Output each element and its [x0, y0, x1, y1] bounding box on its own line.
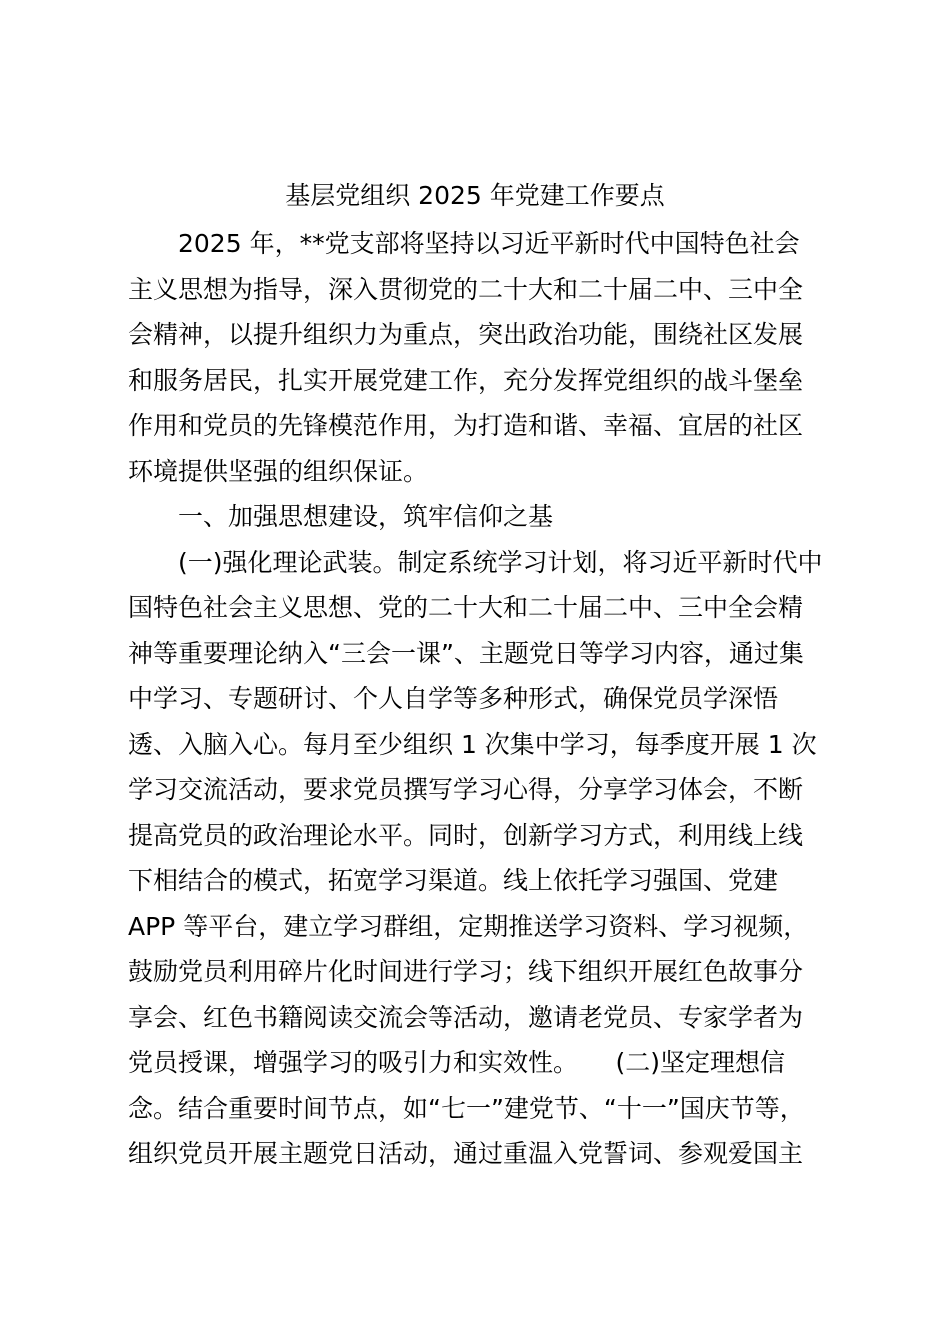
body-line: 念。结合重要时间节点，如“七一”建党节、“十一”国庆节等，: [128, 1093, 805, 1123]
body-line: APP 等平台，建立学习群组，定期推送学习资料、学习视频，: [128, 911, 809, 941]
body-line: 中学习、专题研讨、个人自学等多种形式，确保党员学深悟: [128, 684, 779, 713]
document-title: 基层党组织 2025 年党建工作要点: [285, 181, 665, 210]
body-line: 作用和党员的先锋模范作用，为打造和谐、幸福、宜居的社区: [128, 411, 804, 440]
body-line: 鼓励党员利用碎片化时间进行学习；线下组织开展红色故事分: [128, 957, 804, 986]
body-line: 神等重要理论纳入“三会一课”、主题党日等学习内容，通过集: [128, 638, 804, 668]
body-line: 国特色社会主义思想、党的二十大和二十届二中、三中全会精: [128, 593, 804, 622]
body-line: 和服务居民，扎实开展党建工作，充分发挥党组织的战斗堡垒: [128, 365, 804, 395]
body-line: 学习交流活动，要求党员撰写学习心得，分享学习体会，不断: [128, 775, 804, 804]
body-line: 环境提供坚强的组织保证。: [128, 456, 429, 486]
body-line: 享会、红色书籍阅读交流会等活动，邀请老党员、专家学者为: [128, 1002, 804, 1032]
body-line: 组织党员开展主题党日活动，通过重温入党誓词、参观爱国主: [128, 1139, 804, 1168]
document-body: [128, 221, 828, 1177]
body-line: 提高党员的政治理论水平。同时，创新学习方式，利用线上线: [128, 820, 804, 850]
section-heading: 一、加强思想建设，筑牢信仰之基: [178, 502, 554, 531]
body-line: 会精神，以提升组织力为重点，突出政治功能，围绕社区发展: [128, 320, 804, 349]
body-line: 2025 年，**党支部将坚持以习近平新时代中国特色社会: [178, 229, 800, 258]
body-line: 下相结合的模式，拓宽学习渠道。线上依托学习强国、党建: [128, 866, 779, 895]
body-line: 透、入脑入心。每月至少组织 1 次集中学习，每季度开展 1 次: [128, 729, 817, 759]
body-line: 主义思想为指导，深入贯彻党的二十大和二十届二中、三中全: [128, 274, 804, 304]
body-line: (一)强化理论武装。制定系统学习计划，将习近平新时代中: [178, 547, 823, 577]
body-line: 党员授课，增强学习的吸引力和实效性。 (二)坚定理想信: [128, 1048, 786, 1077]
